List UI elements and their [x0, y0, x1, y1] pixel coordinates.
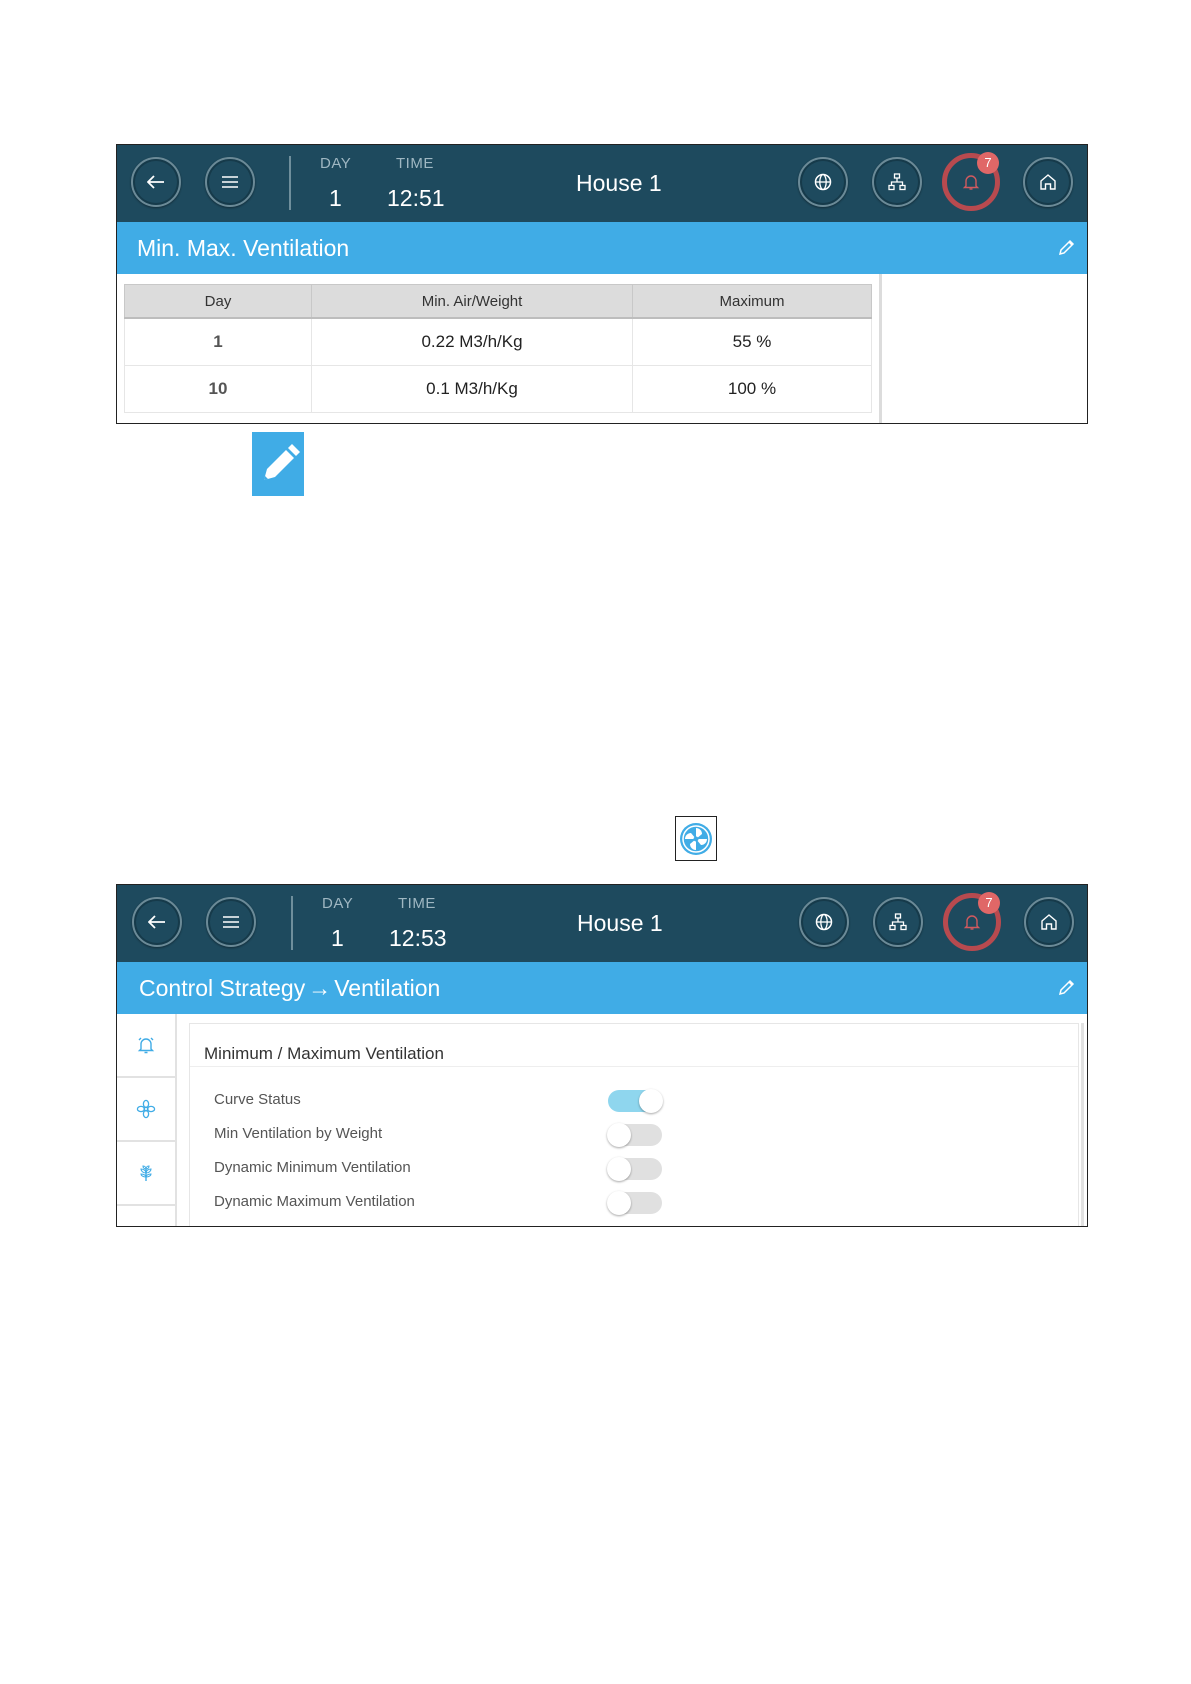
- back-button[interactable]: [132, 897, 182, 947]
- header-divider: [289, 156, 291, 210]
- fan-icon-illustration: [675, 816, 717, 861]
- cell-maximum: 100 %: [633, 366, 872, 413]
- min-ventilation-by-weight-label: Min Ventilation by Weight: [214, 1125, 383, 1142]
- time-value: 12:53: [389, 925, 447, 951]
- hamburger-icon: [223, 916, 239, 928]
- home-button[interactable]: [1023, 157, 1073, 207]
- screenshot-min-max-ventilation: [116, 144, 1088, 424]
- toggle-knob: [607, 1157, 631, 1181]
- scrollbar-track[interactable]: [1081, 1023, 1084, 1226]
- sidebar-item-ventilation[interactable]: [117, 1078, 175, 1142]
- dynamic-maximum-ventilation-label: Dynamic Maximum Ventilation: [214, 1193, 415, 1210]
- edit-button[interactable]: [1057, 977, 1077, 1002]
- house-title: House 1: [576, 170, 662, 196]
- bell-icon: [962, 173, 980, 191]
- day-value: 1: [331, 925, 344, 951]
- language-button[interactable]: [799, 897, 849, 947]
- alarm-button[interactable]: [942, 153, 1000, 211]
- network-button[interactable]: [873, 897, 923, 947]
- min-max-ventilation-panel: [189, 1023, 1079, 1226]
- day-value: 1: [329, 185, 342, 211]
- breadcrumb-ventilation: Ventilation: [334, 975, 441, 1001]
- ventilation-table: [124, 284, 872, 413]
- edit-button[interactable]: [1057, 237, 1077, 262]
- day-label: DAY: [322, 895, 354, 912]
- alarm-count-badge: 7: [977, 152, 999, 174]
- time-label: TIME: [396, 155, 434, 172]
- cell-maximum: 55 %: [633, 318, 872, 366]
- time-value: 12:51: [387, 185, 445, 211]
- day-label: DAY: [320, 155, 352, 172]
- network-button[interactable]: [872, 157, 922, 207]
- bell-icon: [963, 913, 981, 931]
- table-row[interactable]: [125, 366, 872, 413]
- alarm-count-badge: 7: [978, 892, 1000, 914]
- top-bar: [117, 145, 1087, 222]
- dynamic-minimum-ventilation-label: Dynamic Minimum Ventilation: [214, 1159, 411, 1176]
- col-header-day: Day: [125, 285, 312, 319]
- col-header-min-air-weight: Min. Air/Weight: [312, 285, 633, 319]
- sidebar-item-growth[interactable]: [117, 1142, 175, 1206]
- table-header-row: [125, 285, 872, 319]
- cell-min-air-weight: 0.1 M3/h/Kg: [312, 366, 633, 413]
- panel-divider: [190, 1066, 1078, 1067]
- fan-icon: [136, 1099, 156, 1119]
- toggle-knob: [639, 1089, 663, 1113]
- screenshot-control-strategy-ventilation: [116, 884, 1088, 1227]
- edit-icon-illustration: [252, 432, 304, 496]
- pencil-icon: [252, 432, 304, 496]
- page-title: Min. Max. Ventilation: [137, 235, 350, 261]
- alarm-button[interactable]: [943, 893, 1001, 951]
- sub-header: [117, 962, 1087, 1014]
- globe-icon: [814, 173, 832, 191]
- pencil-icon: [1057, 237, 1077, 257]
- home-button[interactable]: [1024, 897, 1074, 947]
- back-button[interactable]: [131, 157, 181, 207]
- sidebar-item-alarms[interactable]: [117, 1014, 175, 1078]
- table-right-divider: [879, 274, 882, 423]
- back-arrow-icon: [148, 915, 166, 929]
- back-arrow-icon: [147, 175, 165, 189]
- dynamic-minimum-ventilation-toggle[interactable]: [608, 1158, 662, 1180]
- pencil-icon: [1057, 977, 1077, 997]
- col-header-maximum: Maximum: [633, 285, 872, 319]
- cell-min-air-weight: 0.22 M3/h/Kg: [312, 318, 633, 366]
- toggle-knob: [607, 1191, 631, 1215]
- plant-sprout-icon: [136, 1163, 156, 1183]
- house-title: House 1: [577, 910, 663, 936]
- alarm-bell-icon: [136, 1035, 156, 1055]
- hamburger-icon: [222, 176, 238, 188]
- cell-day: 10: [125, 366, 312, 413]
- menu-button[interactable]: [206, 897, 256, 947]
- panel-title: Minimum / Maximum Ventilation: [204, 1044, 444, 1063]
- time-label: TIME: [398, 895, 436, 912]
- toggle-knob: [607, 1123, 631, 1147]
- fan-icon: [679, 822, 713, 856]
- breadcrumb-arrow: →: [308, 975, 332, 1001]
- header-divider: [291, 896, 293, 950]
- network-icon: [888, 173, 906, 191]
- min-ventilation-by-weight-toggle[interactable]: [608, 1124, 662, 1146]
- cell-day: 1: [125, 318, 312, 366]
- menu-button[interactable]: [205, 157, 255, 207]
- home-icon: [1040, 913, 1058, 931]
- dynamic-maximum-ventilation-toggle[interactable]: [608, 1192, 662, 1214]
- network-icon: [889, 913, 907, 931]
- curve-status-toggle[interactable]: [608, 1090, 662, 1112]
- breadcrumb-control-strategy[interactable]: Control Strategy: [139, 975, 306, 1001]
- breadcrumb: [139, 975, 440, 1002]
- globe-icon: [815, 913, 833, 931]
- sidebar: [117, 1014, 177, 1226]
- table-row[interactable]: [125, 318, 872, 366]
- curve-status-label: Curve Status: [214, 1091, 301, 1108]
- sub-header: [117, 222, 1087, 274]
- home-icon: [1039, 173, 1057, 191]
- language-button[interactable]: [798, 157, 848, 207]
- top-bar: [117, 885, 1087, 962]
